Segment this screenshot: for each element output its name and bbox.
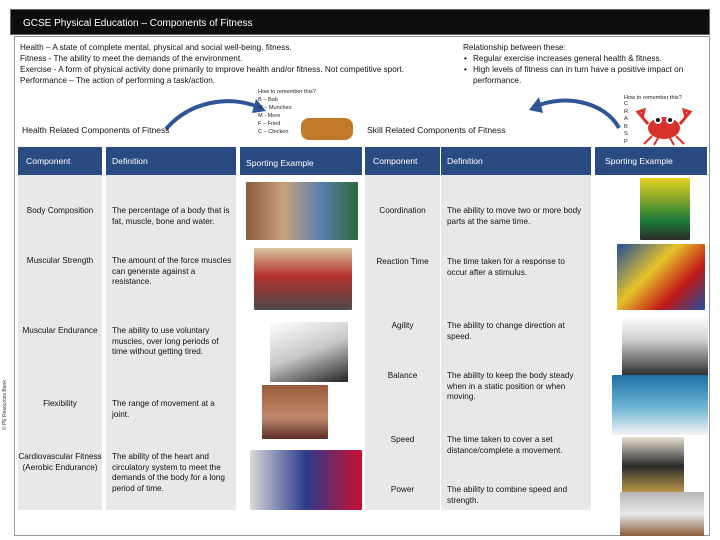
mnemonic-line: C – Chicken (258, 129, 289, 135)
skill-component-definition: The ability to keep the body steady when in a static position or when moving. (447, 371, 574, 401)
basketball-player-image (622, 316, 708, 376)
skill-mnemonic-title: How to remember this? (624, 95, 682, 101)
power-athlete-image (620, 492, 704, 536)
skill-heading: Skill Related Components of Fitness (367, 125, 506, 135)
health-col-definition: Definition (106, 147, 236, 175)
skill-component-definition: The ability to change direction at speed. (447, 321, 565, 341)
definition-performance: Performance – The action of performing a task/action. (20, 76, 216, 85)
skill-component-name: Balance (387, 371, 418, 380)
surfer-image (612, 375, 708, 435)
skill-component-name: Power (390, 485, 415, 494)
footballers-image (250, 450, 362, 510)
mnemonic-letter: P (624, 138, 628, 145)
sprinter-image (622, 437, 684, 495)
relationship-heading: Relationship between these: (463, 43, 566, 52)
health-col-example: Sporting Example (240, 147, 362, 175)
definition-exercise: Exercise - A form of physical activity done primarily to improve health and/or fitness. Not competitive sport. (20, 65, 405, 74)
mnemonic-line: M - More (258, 113, 281, 119)
health-component-definition: The range of movement at a joint. (112, 399, 215, 419)
health-component-definition: The percentage of a body that is fat, muscle, bone and water. (112, 206, 230, 226)
health-component-definition: The ability to use voluntary muscles, over long periods of time without getting tired. (112, 326, 219, 356)
mnemonic-letter: C (624, 101, 629, 107)
health-component-name: Muscular Strength (26, 256, 94, 265)
skill-col-component: Component (365, 147, 440, 175)
copyright-text: © PE Resources Bank (2, 380, 8, 430)
athletes-image (246, 182, 358, 240)
fried-chicken-image (301, 118, 353, 140)
definitions-block (20, 42, 440, 86)
skill-component-name: Reaction Time (376, 257, 429, 266)
mnemonic-letter: A (624, 116, 628, 122)
footballer-image (640, 178, 690, 240)
skill-component-definition: The time taken for a response to occur after a stimulus. (447, 257, 565, 277)
page-title: GCSE Physical Education – Components of Fitness (10, 9, 710, 35)
mnemonic-letter: B (624, 123, 628, 130)
gymnast-image (262, 385, 328, 439)
definition-health: Health – A state of complete mental, physical and social well-being. fitness. (20, 43, 292, 52)
relationship-point: • High levels of fitness can in turn have a positive impact on performance. (463, 64, 703, 86)
mnemonic-title: How to remember this? (258, 89, 316, 95)
mnemonic-letter: S (624, 131, 628, 137)
skill-mnemonic-letters (624, 101, 628, 146)
table-tennis-player-image (617, 244, 705, 310)
skill-component-definition: The time taken to cover a set distance/complete a movement. (447, 435, 563, 455)
weightlifter-image (254, 248, 352, 310)
relationship-point: • Regular exercise increases general health & fitness. (463, 53, 703, 64)
health-component-definition: The amount of the force muscles can generate against a resistance. (112, 256, 232, 286)
crab-icon (634, 102, 694, 146)
health-component-name: Cardiovascular Fitness (Aerobic Endurance) (18, 452, 102, 472)
skill-component-definition: The ability to move two or more body parts at the same time. (447, 206, 582, 226)
health-col-component: Component (18, 147, 102, 175)
health-component-name: Flexibility (43, 399, 77, 408)
cyclist-image (270, 322, 348, 382)
health-component-definition: The ability of the heart and circulatory system to meet the demands of the body for a long period of time. (112, 452, 225, 493)
skill-component-definition: The ability to combine speed and strength. (447, 485, 568, 505)
skill-component-name: Agility (391, 321, 414, 330)
arrow-icon (160, 95, 270, 135)
health-component-name: Body Composition (26, 206, 94, 215)
skill-component-name: Speed (390, 435, 415, 444)
health-heading: Health Related Components of Fitness (22, 125, 170, 135)
mnemonic-letter: R (624, 108, 629, 115)
relationship-block (463, 42, 703, 86)
skill-col-definition: Definition (441, 147, 591, 175)
mnemonic-line: B – Bob (258, 97, 278, 103)
skill-col-example: Sporting Example (595, 147, 707, 175)
skill-component-name: Coordination (379, 206, 426, 215)
mnemonic-line: M – Munches (258, 105, 292, 111)
definition-fitness: Fitness - The ability to meet the demands of the environment. (20, 54, 243, 63)
health-component-name: Muscular Endurance (22, 326, 98, 335)
mnemonic-line: F – Fried (258, 121, 281, 127)
arrow-icon (525, 92, 625, 132)
